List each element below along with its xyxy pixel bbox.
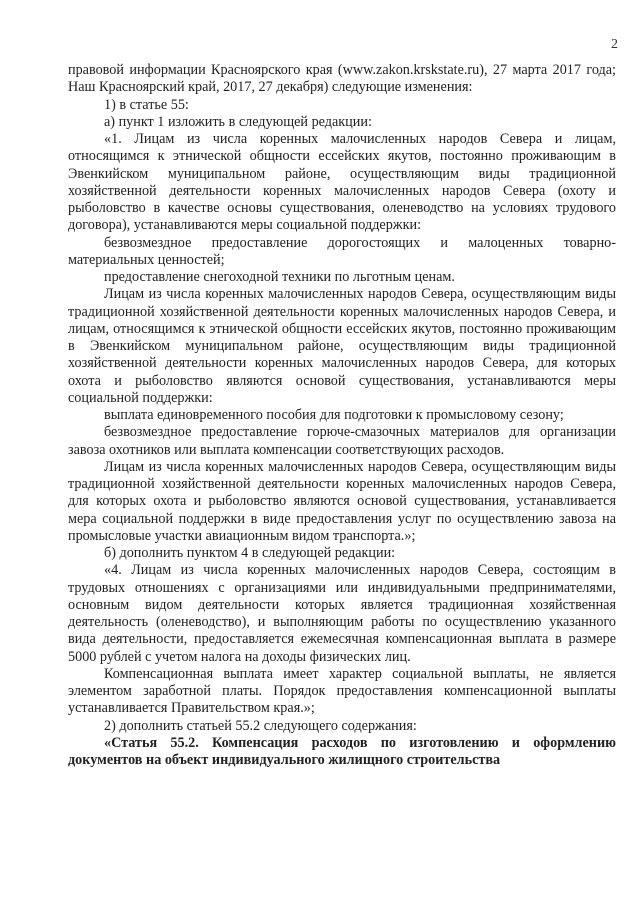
page-number: 2 — [611, 37, 618, 52]
paragraph-point-a: а) пункт 1 изложить в следующей редакции: — [104, 113, 372, 130]
paragraph-support-snowmobile: предоставление снегоходной техники по льготным ценам. — [104, 269, 455, 285]
paragraph-clause-1: «1. Лицам из числа коренных малочисленных народов Севера и лицам, относящимся к этнической общности ессейских якутов, постоянно проживающим в Эвенкийском муниципальном районе, осуществляющим виды традиционной хозяйственной деятельности коренных малочисленных народов Севера (охоту и рыболовство в качестве основы существования, оленеводство на условиях трудового договора), устанавливаются меры социальной поддержки: — [68, 131, 616, 234]
paragraph-hunters: Лицам из числа коренных малочисленных народов Севера, осуществляющим виды традиционной хозяйственной деятельности коренных малочисленных народов Севера, и лицам, относящимся к этнической общности ессейских якутов, постоянно проживающим в Эвенкийском муниципальном районе, осуществляющим виды традиционной хозяйственной деятельности коренных малочисленных народов Севера, для которых охота и рыболовство являются основой существования, устанавливаются меры социальной поддержки: — [68, 286, 616, 406]
paragraph-allowance: выплата единовременного пособия для подготовки к промысловому сезону; — [104, 407, 564, 423]
paragraph-aviation: Лицам из числа коренных малочисленных народов Севера, осуществляющим виды традиционной хозяйственной деятельности коренных малочисленных народов Севера, для которых охота и рыболовство являются основой существования, устанавливается мера социальной поддержки в виде предоставления услуг по осуществлению завоза на промысловые участки авиационным видом транспорта.»; — [68, 458, 616, 544]
paragraph-point-b: б) дополнить пунктом 4 в следующей редакции: — [104, 545, 396, 561]
paragraph-clause-4: «4. Лицам из числа коренных малочисленных народов Севера, состоящим в трудовых отношениях с организациями или индивидуальными предпринимателями, основным видом деятельности которых является традиционная хозяйственная деятельность (оленеводство), и выполняющим работы по осуществлению указанного вида деятельности, предоставляется ежемесячная компенсационная выплата в размере 5000 рублей с учетом налога на доходы физических лиц. — [68, 562, 616, 665]
paragraph-fuel: безвозмездное предоставление горюче-смазочных материалов для организации завоза охотников или выплата компенсации соответствующих расходов. — [68, 424, 616, 458]
paragraph-article-55: 1) в статье 55: — [104, 96, 189, 113]
article-heading: «Статья 55.2. Компенсация расходов по изготовлению и оформлению документов на объект индивидуального жилищного строительства — [68, 734, 616, 768]
document-body — [68, 62, 616, 769]
paragraph-support-goods: безвозмездное предоставление дорогостоящих и малоценных товарно-материальных ценностей; — [68, 234, 616, 268]
paragraph-article-55-2: 2) дополнить статьей 55.2 следующего содержания: — [104, 717, 417, 734]
paragraph-compensation: Компенсационная выплата имеет характер социальной выплаты, не является элементом заработной платы. Порядок предоставления компенсационной выплаты устанавливается Правительством края.»; — [68, 665, 616, 717]
paragraph-intro: правовой информации Красноярского края (www.zakon.krskstate.ru), 27 марта 2017 года; Наш Красноярский край, 2017, 27 декабря) следующие изменения: — [68, 62, 616, 96]
